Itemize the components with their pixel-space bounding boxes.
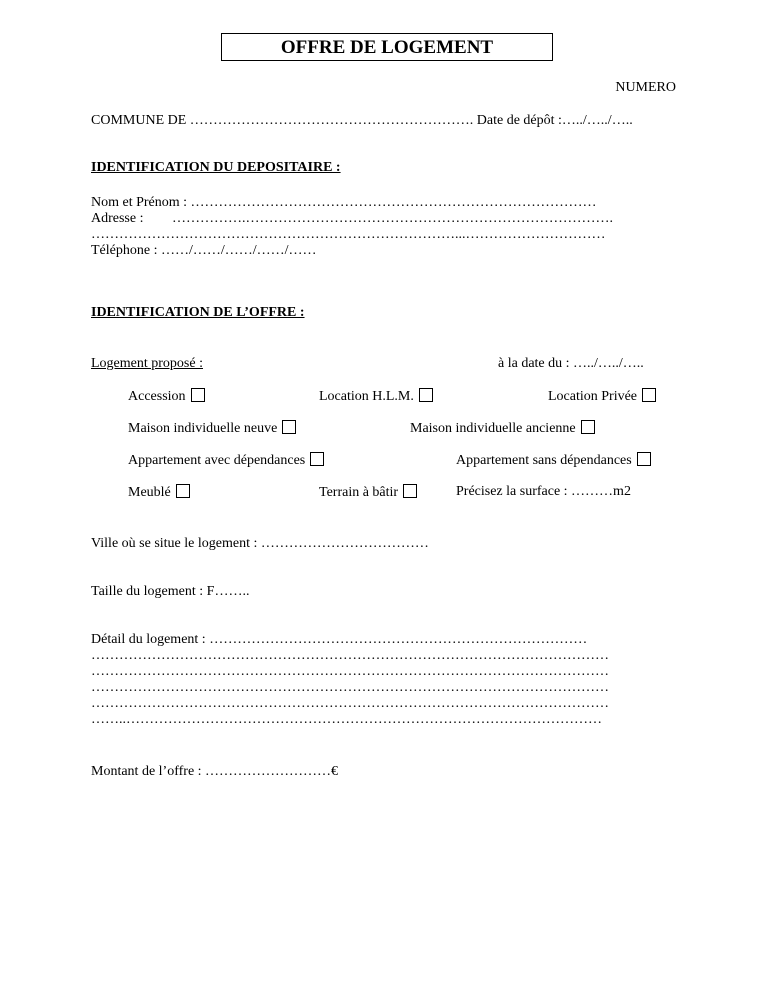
date-du-field: à la date du : …../…../….. (498, 356, 644, 371)
logement-propose-label: Logement proposé : (91, 356, 203, 371)
option-meuble (128, 484, 190, 501)
option-maison-neuve (128, 420, 296, 437)
checkbox-appart-sans[interactable] (637, 452, 651, 466)
detail-line: ………………………………………………………………………………………………… (91, 696, 609, 711)
detail-line: ……..………………………………………………………………………………………… (91, 712, 602, 727)
telephone-field: Téléphone : ……/……/……/……/…… (91, 243, 317, 258)
option-terrain-label: Terrain à bâtir (319, 485, 399, 500)
taille-field: Taille du logement : F…….. (91, 584, 250, 599)
option-location-privee-label: Location Privée (548, 389, 638, 404)
adresse-field-line2: ……………………………………………………………………...………………………… (91, 227, 606, 242)
option-appart-avec-label: Appartement avec dépendances (128, 453, 306, 468)
commune-line: COMMUNE DE ……………………………………………………. Date de dépôt :…../…../….. (91, 113, 633, 128)
option-appart-sans-label: Appartement sans dépendances (456, 453, 632, 468)
adresse-field: …………….……………………………………………………………………. (172, 211, 613, 226)
checkbox-meuble[interactable] (176, 484, 190, 498)
option-maison-ancienne (410, 420, 595, 437)
detail-line: ………………………………………………………………………………………………… (91, 664, 609, 679)
checkbox-terrain[interactable] (403, 484, 417, 498)
surface-field: Précisez la surface : ………m2 (456, 484, 631, 499)
checkbox-maison-ancienne[interactable] (581, 420, 595, 434)
option-accession-label: Accession (128, 389, 186, 404)
detail-line: ………………………………………………………………………………………………… (91, 680, 609, 695)
option-location-hlm (319, 388, 433, 405)
option-appart-sans (456, 452, 651, 469)
montant-field: Montant de l’offre : ………………………€ (91, 764, 339, 779)
checkbox-appart-avec[interactable] (310, 452, 324, 466)
adresse-label: Adresse : (91, 211, 144, 226)
detail-label: Détail du logement : ……………………………………………………………………… (91, 632, 588, 647)
ville-field: Ville où se situe le logement : ……………………………… (91, 536, 429, 551)
option-meuble-label: Meublé (128, 485, 171, 500)
offre-heading: IDENTIFICATION DE L’OFFRE : (91, 305, 305, 320)
option-appart-avec (128, 452, 324, 469)
option-location-privee (548, 388, 656, 405)
checkbox-location-hlm[interactable] (419, 388, 433, 402)
depositaire-heading: IDENTIFICATION DU DEPOSITAIRE : (91, 160, 341, 175)
checkbox-accession[interactable] (191, 388, 205, 402)
option-maison-ancienne-label: Maison individuelle ancienne (410, 421, 576, 436)
option-terrain (319, 484, 417, 501)
document-title: OFFRE DE LOGEMENT (221, 33, 553, 61)
numero-label: NUMERO (615, 80, 676, 95)
option-accession (128, 388, 205, 405)
option-location-hlm-label: Location H.L.M. (319, 389, 414, 404)
option-maison-neuve-label: Maison individuelle neuve (128, 421, 278, 436)
detail-line: ………………………………………………………………………………………………… (91, 648, 609, 663)
checkbox-maison-neuve[interactable] (282, 420, 296, 434)
nom-prenom-field: Nom et Prénom : …………………………………………………………………………… (91, 195, 597, 210)
checkbox-location-privee[interactable] (642, 388, 656, 402)
